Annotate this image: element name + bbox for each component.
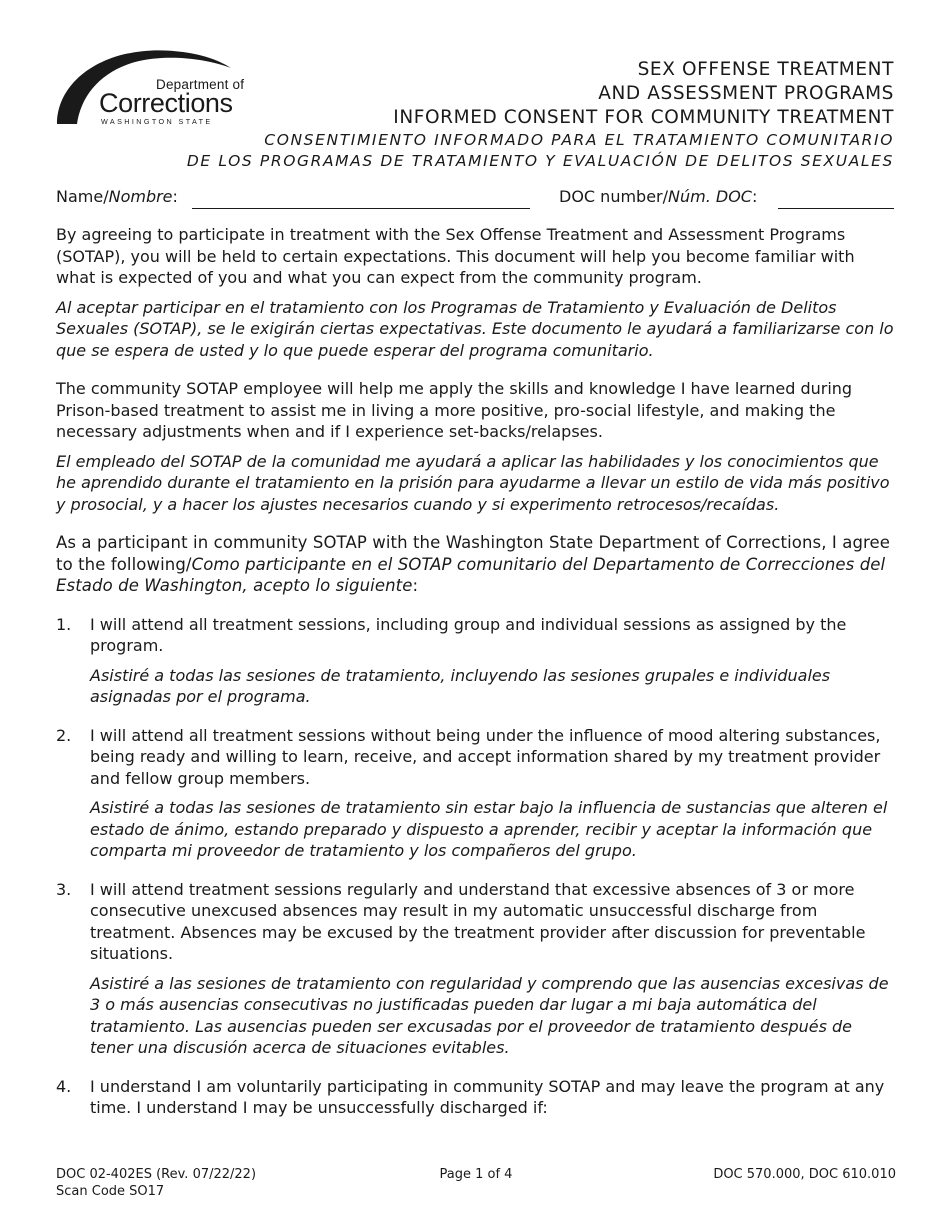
item-text-spanish: Asistiré a todas las sesiones de tratamiento sin estar bajo la influencia de sustancias que alteren el estado de ánimo, estando preparado y dispuesto a aprender, recibir y aceptar la información que comparta mi proveedor de tratamiento y los compañeros del grupo.: [90, 798, 888, 860]
intro-paragraph-spanish: Al aceptar participar en el tratamiento con los Programas de Tratamiento y Evaluación de Delitos Sexuales (SOTAP), se le exigirán ciertas expectativas. Este documento le ayudará a familiarizarse con lo que se espera de usted y lo que puede esperar del programa comunitario.: [56, 297, 894, 360]
title-line-3: INFORMED CONSENT FOR COMMUNITY TREATMENT: [393, 107, 894, 128]
doc-number-label: DOC number/Núm. DOC:: [559, 187, 758, 206]
item-text: I will attend all treatment sessions without being under the influence of mood altering substances, being ready and willing to learn, receive, and accept information shared by my treatment provider and fellow group members.: [90, 725, 881, 788]
item-text: I will attend treatment sessions regularly and understand that excessive absences of 3 or more consecutive unexcused absences may result in my automatic unsuccessful discharge from treatment. Absences may be excused by the treatment provider after discussion for preventable situations.: [90, 879, 866, 963]
logo-corrections-text: Corrections: [99, 88, 233, 118]
list-item: [56, 1076, 896, 1119]
agreement-statement: As a participant in community SOTAP with the Washington State Department of Corrections, I agree to the following/Como participante en el SOTAP comunitario del Departamento de Correcciones del Estado de Washington, acepto lo siguiente:: [56, 533, 891, 595]
purpose-paragraph-spanish: El empleado del SOTAP de la comunidad me ayudará a aplicar las habilidades y los conocimientos que he aprendido durante el tratamiento en la prisión para ayudarme a llevar un estilo de vida más positivo y prosocial, y a hacer los ajustes necesarios cuando y si experimento retrocesos/recaídas.: [56, 451, 890, 514]
page-number: Page 1 of 4: [439, 1167, 513, 1182]
item-number: 1.: [56, 614, 72, 634]
intro-paragraph: By agreeing to participate in treatment with the Sex Offense Treatment and Assessment Programs (SOTAP), you will be held to certain expectations. This document will help you become familiar with what is expected of you and what you can expect from the community program.: [56, 225, 855, 287]
identification-row: [56, 187, 896, 213]
purpose-paragraph: The community SOTAP employee will help me apply the skills and knowledge I have learned during Prison-based treatment to assist me in living a more positive, pro-social lifestyle, and making the necessary adjustments when and if I experience set-backs/relapses.: [56, 379, 853, 441]
scan-code: Scan Code SO17: [56, 1184, 165, 1199]
item-number: 4.: [56, 1076, 72, 1096]
document-title: [187, 58, 894, 172]
doc-number-field[interactable]: [778, 207, 894, 209]
form-number: DOC 02-402ES (Rev. 07/22/22): [56, 1167, 257, 1182]
item-text: I will attend all treatment sessions, including group and individual sessions as assigned by the program.: [90, 614, 847, 655]
title-line-1: SEX OFFENSE TREATMENT: [637, 59, 894, 80]
list-item: [56, 879, 896, 1059]
title-spanish-line-2: DE LOS PROGRAMAS DE TRATAMIENTO Y EVALUACIÓN DE DELITOS SEXUALES: [186, 152, 894, 170]
policy-reference: DOC 570.000, DOC 610.010: [713, 1167, 896, 1182]
title-line-2: AND ASSESSMENT PROGRAMS: [598, 83, 894, 104]
item-number: 2.: [56, 725, 72, 745]
logo-department-text: Department of: [156, 77, 245, 92]
logo-state-text: WASHINGTON STATE: [101, 117, 213, 126]
item-text-spanish: Asistiré a las sesiones de tratamiento con regularidad y comprendo que las ausencias excesivas de 3 o más ausencias consecutivas no justificadas pueden dar lugar a mi baja automática del tratamiento. Las ausencias pueden ser excusadas por el proveedor de tratamiento después de tener una discusión acerca de situaciones evitables.: [90, 973, 889, 1057]
list-item: [56, 725, 896, 862]
title-spanish-line-1: CONSENTIMIENTO INFORMADO PARA EL TRATAMIENTO COMUNITARIO: [264, 131, 894, 149]
item-number: 3.: [56, 879, 72, 899]
name-field[interactable]: [192, 207, 530, 209]
name-label: Name/Nombre:: [56, 187, 178, 206]
item-text: I understand I am voluntarily participating in community SOTAP and may leave the program at any time. I understand I may be unsuccessfully discharged if:: [90, 1076, 885, 1117]
list-item: [56, 614, 896, 708]
document-body: [56, 224, 896, 1119]
item-text-spanish: Asistiré a todas las sesiones de tratamiento, incluyendo las sesiones grupales e individuales asignadas por el programa.: [90, 665, 831, 706]
